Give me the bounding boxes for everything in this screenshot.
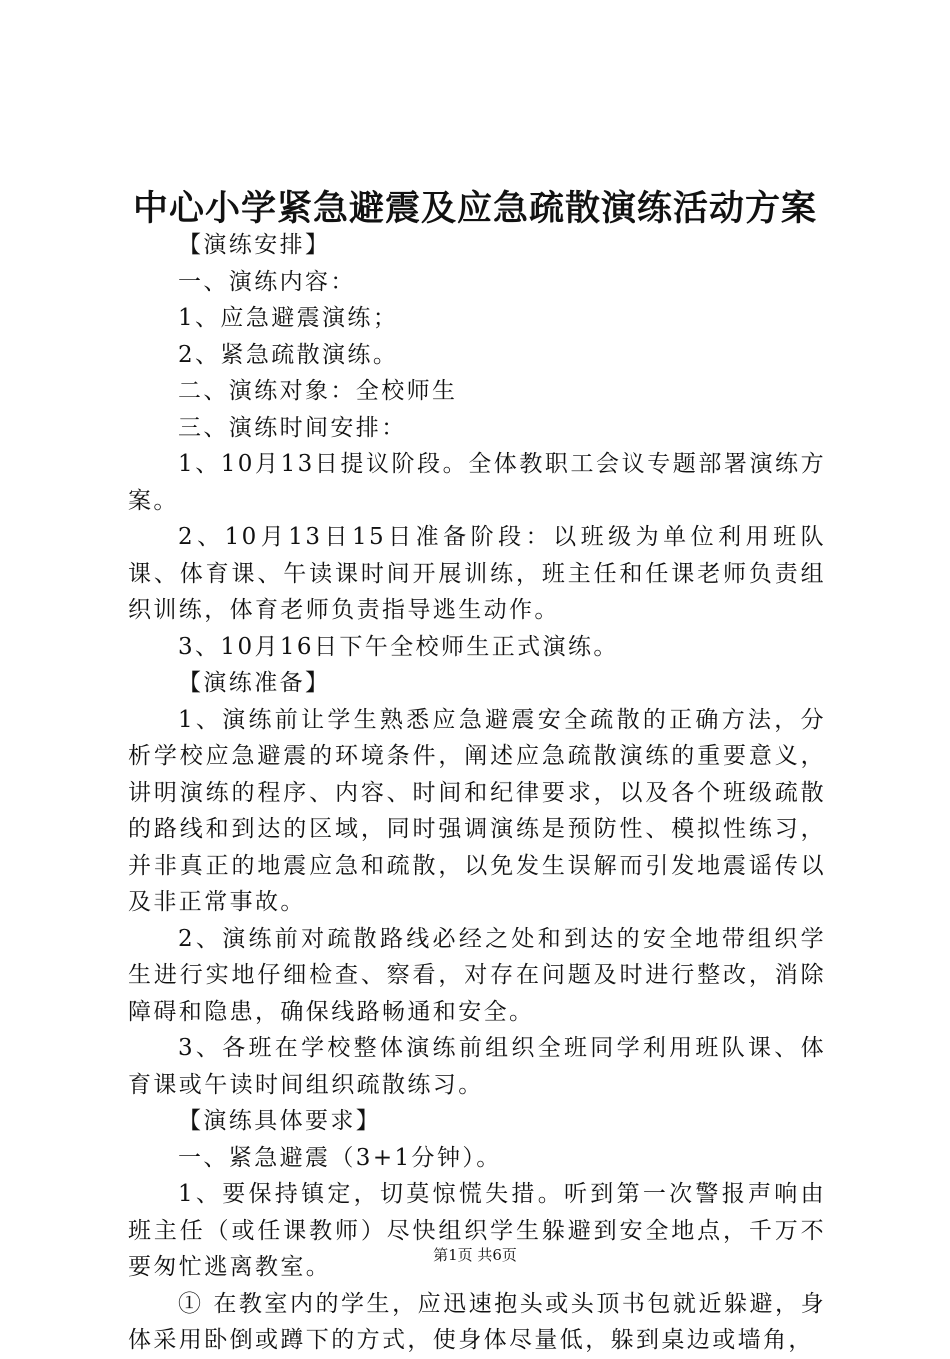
document-body	[128, 227, 826, 1359]
page-footer: 第1页 共6页	[433, 1246, 517, 1264]
paragraph: 3、各班在学校整体演练前组织全班同学利用班队课、体育课或午读时间组织疏散练习。	[128, 1035, 826, 1098]
paragraph: 1、演练前让学生熟悉应急避震安全疏散的正确方法，分析学校应急避震的环境条件，阐述应急疏散演练的重要意义，讲明演练的程序、内容、时间和纪律要求，以及各个班级疏散的路线和到达的区域，同时强调演练是预防性、模拟性练习，并非真正的地震应急和疏散，以免发生误解而引发地震谣传以及非正常事故。	[128, 706, 826, 915]
document-title: 中心小学紧急避震及应急疏散演练活动方案	[132, 188, 817, 229]
paragraph: 1、要保持镇定，切莫惊慌失措。听到第一次警报声响由班主任（或任课教师）尽快组织学生躲避到安全地点，千万不要匆忙逃离教室。	[128, 1181, 826, 1280]
paragraph: 【演练安排】	[178, 232, 331, 258]
paragraph: 2、紧急疏散演练。	[178, 341, 399, 368]
paragraph: 【演练具体要求】	[178, 1108, 382, 1134]
paragraph: ① 在教室内的学生，应迅速抱头或头顶书包就近躲避，身体采用卧倒或蹲下的方式，使身体尽量低，躲到桌边或墙角，	[128, 1290, 826, 1353]
paragraph: 2、10月13日15日准备阶段：以班级为单位利用班队课、体育课、午读课时间开展训练，班主任和任课老师负责组织训练，体育老师负责指导逃生动作。	[128, 524, 826, 623]
paragraph: 一、演练内容：	[178, 268, 356, 295]
paragraph: 2、演练前对疏散路线必经之处和到达的安全地带组织学生进行实地仔细检查、察看，对存在问题及时进行整改，消除障碍和隐患，确保线路畅通和安全。	[128, 925, 826, 1025]
paragraph: 一、紧急避震（3+1分钟）。	[178, 1144, 502, 1171]
paragraph: 3、10月16日下午全校师生正式演练。	[178, 633, 619, 660]
paragraph: 1、10月13日提议阶段。全体教职工会议专题部署演练方案。	[128, 451, 826, 514]
paragraph: 1、应急避震演练；	[178, 305, 399, 331]
paragraph: 二、演练对象：全校师生	[178, 378, 458, 404]
paragraph: 三、演练时间安排：	[178, 414, 407, 441]
paragraph: 【演练准备】	[178, 670, 331, 696]
